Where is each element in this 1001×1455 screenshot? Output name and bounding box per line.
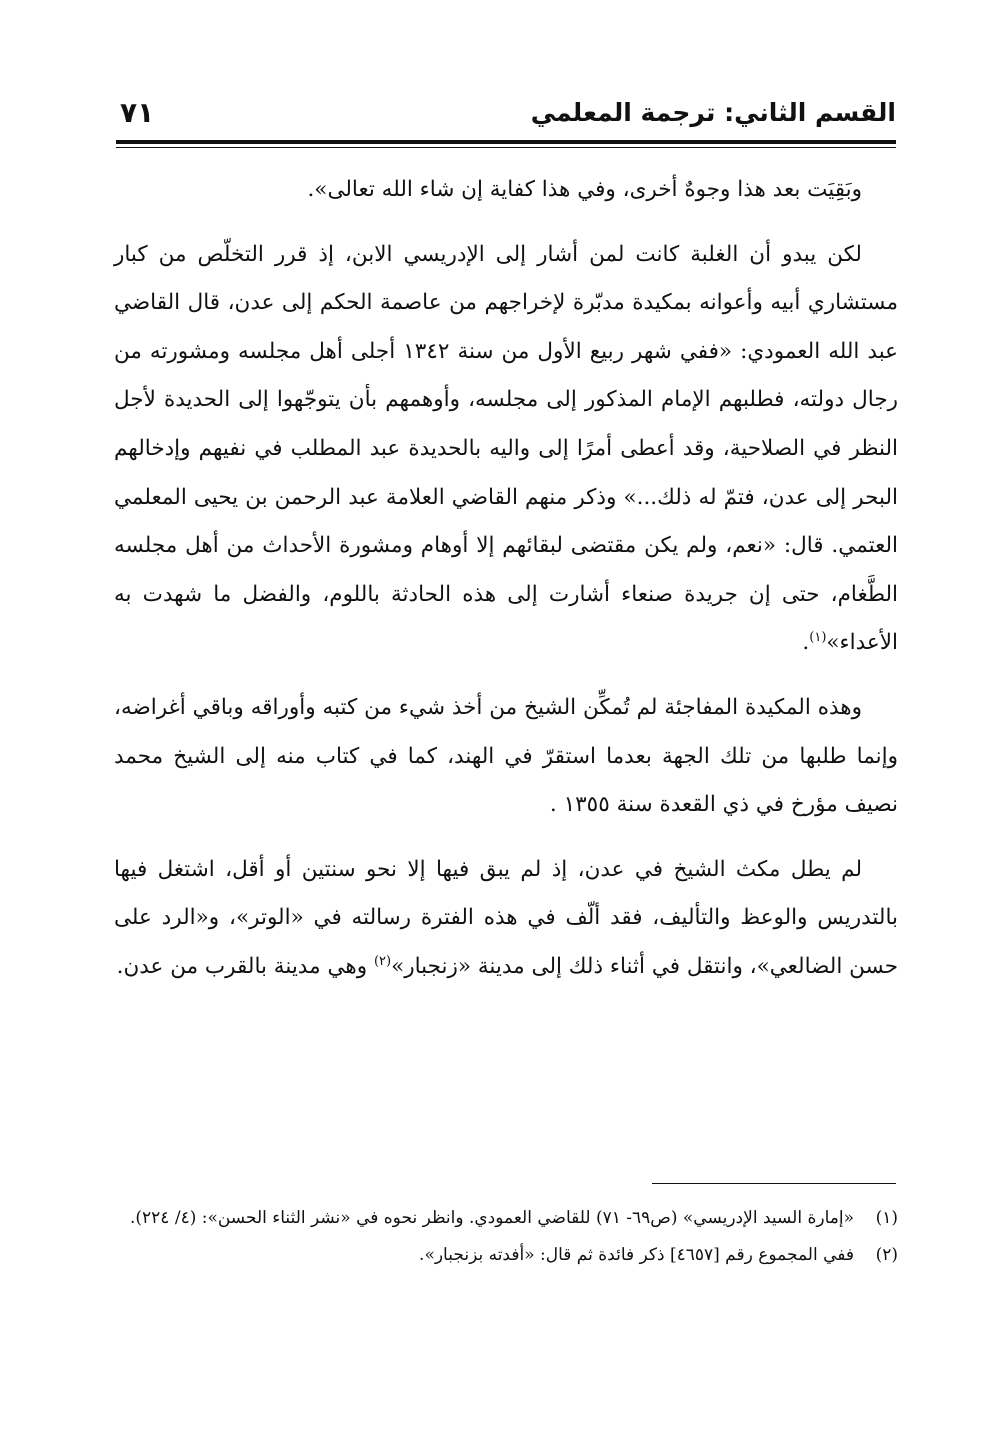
footnote-1-number: (١) xyxy=(875,1208,898,1228)
header-rule-thin xyxy=(116,147,896,148)
header-rule-thick xyxy=(116,140,896,144)
paragraph-3: وهذه المكيدة المفاجئة لم تُمكِّن الشيخ من أخذ شيء من كتبه وأوراقه وباقي أغراضه، وإنما طلبها من تلك الجهة بعدما استقرّ في الهند، كما في كتاب منه إلى الشيخ محمد نصيف مؤرخ في ذي القعدة سنة ١٣٥٥ . xyxy=(114,694,898,818)
paragraph-2: لكن يبدو أن الغلبة كانت لمن أشار إلى الإدريسي الابن، إذ قرر التخلّص من كبار مستشاري أبيه وأعوانه بمكيدة مدبّرة لإخراجهم من عاصمة الحكم إلى عدن، قال القاضي عبد الله العمودي: «ففي شهر ربيع الأول من سنة ١٣٤٢ أجلى أهل مجلسه ومشورته من رجال دولته، فطلبهم الإمام المذكور إلى مجلسه، وأوهمهم بأن يتوجّهوا إلى الحديدة لأجل النظر في الصلاحية، وقد أعطى أمرًا إلى واليه بالحديدة عبد المطلب في نفيهم وإدخالهم البحر إلى عدن، فتمّ له ذلك...» وذكر منهم القاضي العلامة عبد الرحمن بن يحيى المعلمي العتمي. قال: «نعم، ولم يكن مقتضى لبقائهم إلا أوهام ومشورة الأحداث من أهل مجلسه الطَّغام، حتى إن جريدة صنعاء أشارت إلى هذه الحادثة باللوم، والفضل ما شهدت به الأعداء»$^{(١)}$. xyxy=(114,241,899,656)
footnote-2-text: ففي المجموع رقم [٤٦٥٧] ذكر فائدة ثم قال: «أفدته بزنجبار». xyxy=(419,1245,854,1265)
footnotes xyxy=(116,1200,898,1274)
paragraph-4 xyxy=(114,846,898,992)
footnote-ref-1[interactable]: (١) xyxy=(809,630,827,646)
paragraph-1: وبَقِيَت بعد هذا وجوهٌ أخرى، وفي هذا كفاية إن شاء الله تعالى». xyxy=(307,177,862,202)
paragraph-4-tail: وهي مدينة بالقرب من عدن. xyxy=(116,953,368,979)
page-number: ٧١ xyxy=(120,96,155,129)
footnote-separator xyxy=(652,1183,896,1184)
footnote-ref-2[interactable]: (٢) xyxy=(373,953,392,969)
footnote-2 xyxy=(116,1237,898,1274)
footnote-1-text: «إمارة السيد الإدريسي» (ص٦٩- ٧١) للقاضي العمودي. وانظر نحوه في «نشر الثناء الحسن»: (٤/ ٢٢٤). xyxy=(129,1208,854,1228)
paragraph-2-text: لكن يبدو أن الغلبة كانت لمن أشار إلى الإدريسي الابن، إذ قرر التخلّص من كبار مستشاري أبيه وأعوانه بمكيدة مدبّرة لإخراجهم من عاصمة الحكم إلى عدن، قال القاضي عبد الله العمودي: «ففي شهر ربيع الأول من سنة ١٣٤٢ أجلى أهل مجلسه ومشورته من رجال دولته، فطلبهم الإمام المذكور إلى مجلسه، وأوهمهم بأن يتوجّهوا إلى الحديدة لأجل النظر في الصلاحية، وقد أعطى أمرًا إلى واليه بالحديدة عبد المطلب في نفيهم وإدخالهم البحر إلى عدن، فتمّ له ذلك...» وذكر منهم القاضي العلامة عبد الرحمن بن يحيى المعلمي العتمي. قال: «نعم، ولم يكن مقتضى لبقائهم إلا أوهام ومشورة الأحداث من أهل مجلسه الطَّغام، حتى إن جريدة صنعاء أشارت إلى هذه الحادثة باللوم، والفضل ما شهدت به الأعداء» xyxy=(114,241,899,656)
running-title: القسم الثاني: ترجمة المعلمي xyxy=(530,98,896,127)
main-text xyxy=(114,166,898,992)
footnote-2-number: (٢) xyxy=(875,1245,898,1265)
footnote-1 xyxy=(116,1200,898,1237)
paragraph-4-text: لم يطل مكث الشيخ في عدن، إذ لم يبق فيها إلا نحو سنتين أو أقل، اشتغل فيها بالتدريس والوعظ والتأليف، فقد ألّف في هذه الفترة رسالته في «الوتر»، و«الرد على حسن الضالعي»، وانتقل في أثناء ذلك إلى مدينة «زنجبار» xyxy=(114,856,898,979)
page-header xyxy=(116,96,896,140)
